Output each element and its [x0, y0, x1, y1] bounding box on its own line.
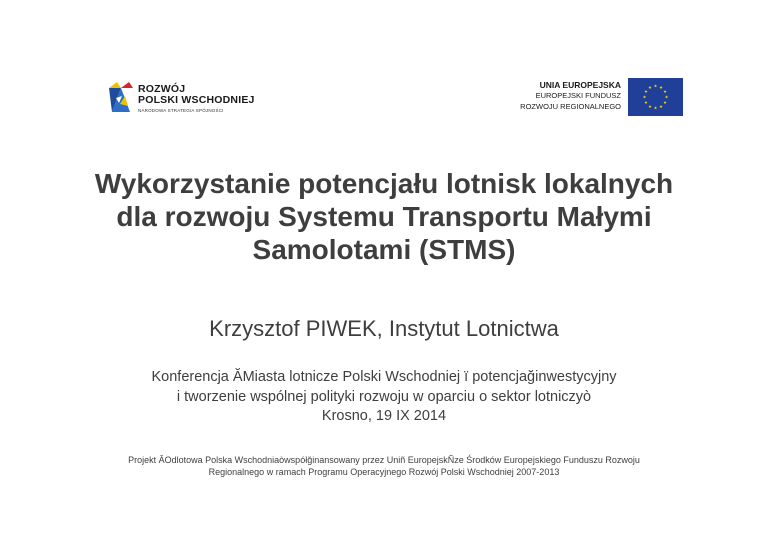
- rozwoj-polski-wschodniej-logo: [106, 78, 256, 122]
- logo-right-line1: UNIA EUROPEJSKA: [539, 80, 621, 90]
- logo-right-line3: ROZWOJU REGIONALNEGO: [520, 101, 621, 111]
- title-line1: Wykorzystanie potencjału lotnisk lokalnych: [94, 168, 674, 199]
- title-line2: dla rozwoju Systemu Transportu Małymi: [116, 201, 652, 232]
- conference-line1: Konferencja ĂMiasta lotnicze Polski Wschodniej ï potencjağinwestycyjny: [151, 369, 617, 385]
- nss-star-icon: [106, 78, 136, 120]
- eu-logo: [508, 78, 683, 118]
- author-line: Krzysztof PIWEK, Instytut Lotnictwa: [209, 316, 559, 341]
- conference-info: [0, 368, 768, 427]
- title-line3: Samolotami (STMS): [252, 234, 516, 265]
- logo-left-line2: POLSKI WSCHODNIEJ: [138, 94, 255, 106]
- slide-title: [0, 167, 768, 266]
- eu-flag-icon: [628, 78, 683, 116]
- conference-line2: i tworzenie wspólnej polityki rozwoju w oparciu o sektor lotniczyò: [176, 388, 592, 405]
- logo-left-line3: NARODOWA STRATEGIA SPÓJNOŚCI: [138, 108, 224, 113]
- logo-right-line2: EUROPEJSKI FUNDUSZ: [535, 91, 621, 100]
- logo-left-line1: ROZWÓJ: [138, 83, 186, 95]
- conference-line3: Krosno, 19 IX 2014: [321, 408, 447, 424]
- footer-line1: Projekt ĂOdlotowa Polska Wschodniaòwspółğinansowany przez Uniñ EuropejskÑze Środków Europejskiego Funduszu Rozwoju: [128, 455, 640, 465]
- project-footer: [0, 455, 768, 478]
- footer-line2: Regionalnego w ramach Programu Operacyjnego Rozwój Polski Wschodniej 2007-2013: [208, 466, 560, 477]
